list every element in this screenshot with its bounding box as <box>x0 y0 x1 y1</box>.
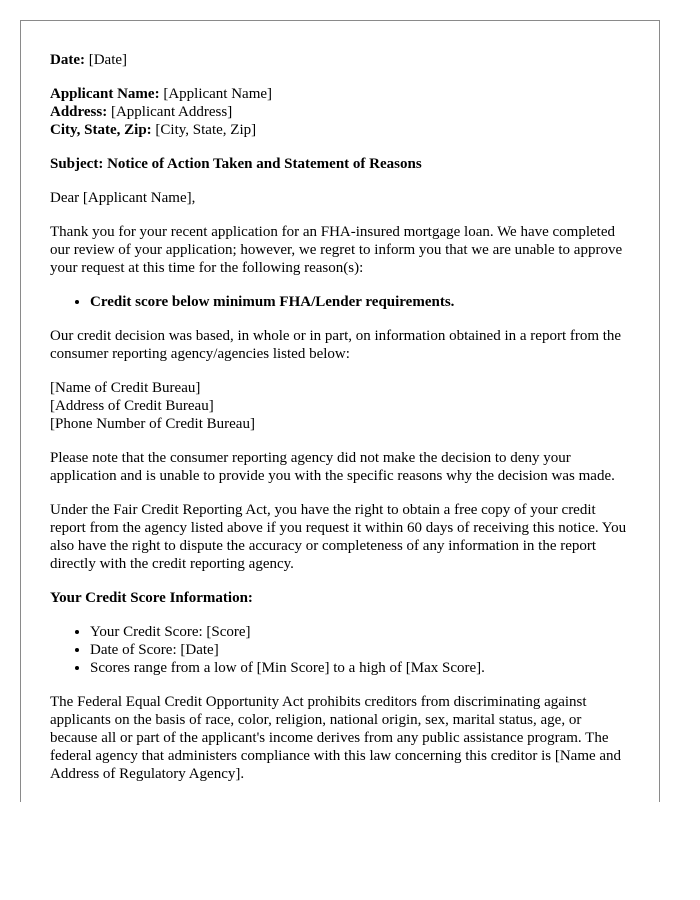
bureau-phone: [Phone Number of Credit Bureau] <box>50 416 255 432</box>
score-heading-text: Your Credit Score Information: <box>50 590 253 606</box>
reasons-list <box>50 293 630 311</box>
score-heading <box>50 589 630 607</box>
date-value: [Date] <box>88 52 128 68</box>
bureau-name: [Name of Credit Bureau] <box>50 380 201 396</box>
salutation: Dear [Applicant Name], <box>50 190 196 206</box>
credit-bureau-block <box>50 379 630 433</box>
bureau-address: [Address of Credit Bureau] <box>50 398 214 414</box>
city-state-zip-label: City, State, Zip: <box>50 122 152 138</box>
applicant-name-label: Applicant Name: <box>50 86 160 102</box>
applicant-block <box>50 85 630 139</box>
letter-document <box>20 20 660 802</box>
score-item: • Your Credit Score: [Score] <box>90 623 630 641</box>
score-date-item: • Date of Score: [Date] <box>90 641 630 659</box>
subject-line <box>50 155 630 173</box>
applicant-name-value: [Applicant Name] <box>163 86 273 102</box>
intro-paragraph: Thank you for your recent application for an FHA-insured mortgage loan. We have completed our review of your application; however, we regret to inform you that we are unable to approve your request at this time for the following reason(s): <box>50 224 623 276</box>
score-range-item: • Scores range from a low of [Min Score] to a high of [Max Score]. <box>90 659 630 677</box>
reason-text: Credit score below minimum FHA/Lender requirements. <box>90 294 455 310</box>
address-value: [Applicant Address] <box>110 104 233 120</box>
subject-text: Subject: Notice of Action Taken and Statement of Reasons <box>50 156 422 172</box>
credit-decision-paragraph: Our credit decision was based, in whole or in part, on information obtained in a report from the consumer reporting agency/agencies listed below: <box>50 328 622 362</box>
fcra-paragraph: Under the Fair Credit Reporting Act, you have the right to obtain a free copy of your credit report from the agency listed above if you request it within 60 days of receiving this notice. You also have the right to dispute the accuracy or completeness of any information in the report directly with the credit reporting agency. <box>50 502 627 572</box>
agency-note-paragraph: Please note that the consumer reporting agency did not make the decision to deny your application and is unable to provide you with the specific reasons why the decision was made. <box>50 450 615 484</box>
address-label: Address: <box>50 104 108 120</box>
city-state-zip-value: [City, State, Zip] <box>155 122 257 138</box>
ecoa-paragraph: The Federal Equal Credit Opportunity Act prohibits creditors from discriminating against applicants on the basis of race, color, religion, national origin, sex, marital status, age, or because all or part of the applicant's income derives from any public assistance program. The federal agency that administers compliance with this law concerning this creditor is [Name and Address of Regulatory Agency]. <box>50 694 622 782</box>
score-list <box>50 623 630 677</box>
reason-item <box>90 293 630 311</box>
date-label: Date: <box>50 52 85 68</box>
date-line <box>50 51 630 69</box>
